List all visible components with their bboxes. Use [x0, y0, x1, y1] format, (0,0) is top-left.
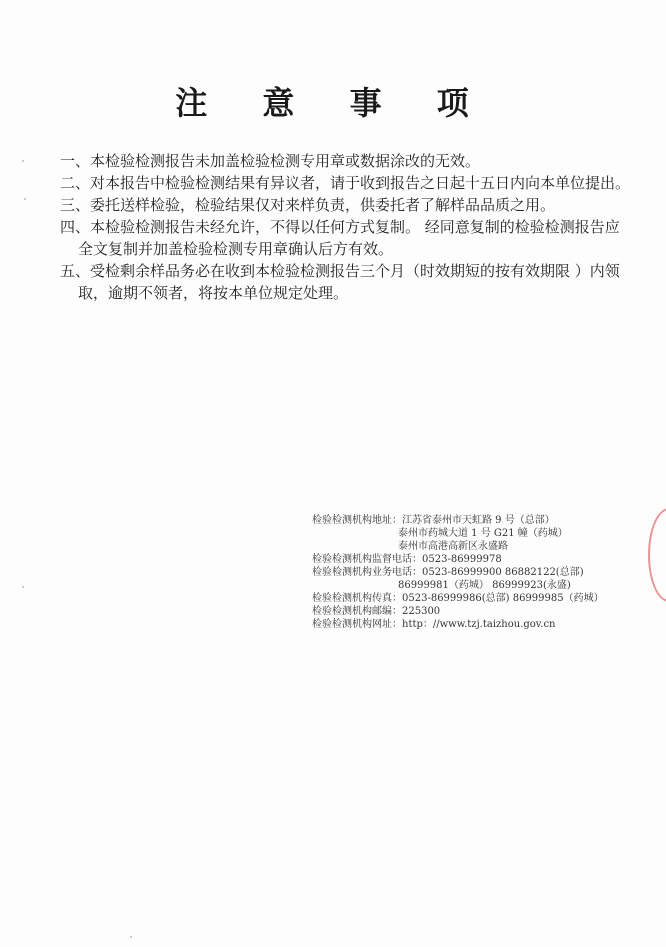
- postcode-label: 检验检测机构邮编：: [312, 606, 402, 617]
- notice-continuation: 全文复制并加盖检验检测专用章确认后方有效。: [78, 240, 394, 258]
- notice-list: [60, 150, 640, 304]
- postcode-row: [312, 605, 612, 618]
- business-phone-1: 0523-86999900 86882122(总部): [422, 567, 584, 578]
- notice-item-1: [60, 150, 640, 172]
- website-row: [312, 618, 612, 631]
- address-3: 泰州市高港高新区永盛路: [398, 541, 508, 552]
- fax-number: 0523-86999986(总部) 86999985（药城）: [402, 593, 604, 604]
- notice-item-3: [60, 194, 640, 216]
- address-1: 江苏省泰州市天虹路 9 号（总部）: [402, 515, 555, 526]
- notice-item-5: [60, 260, 640, 304]
- notice-text: 三、委托送样检验，检验结果仅对来样负责，供委托者了解样品品质之用。: [60, 196, 556, 214]
- address-2: 泰州市药城大道 1 号 G21 幢（药城）: [398, 528, 568, 539]
- postcode: 225300: [402, 606, 441, 617]
- notice-text: 四、本检验检测报告未经允许，不得以任何方式复制。 经同意复制的检验检测报告应: [60, 218, 620, 236]
- website-label: 检验检测机构网址：: [312, 619, 402, 630]
- website-url: http：//www.tzj.taizhou.gov.cn: [402, 619, 556, 630]
- notice-text: 五、受检剩余样品务必在收到本检验检测报告三个月（时效期短的按有效期限 ）内领: [60, 262, 620, 280]
- business-row: [312, 566, 612, 579]
- notice-text: 一、本检验检测报告未加盖检验检测专用章或数据涂改的无效。: [60, 152, 481, 170]
- supervision-label: 检验检测机构监督电话：: [312, 554, 422, 565]
- scan-speck: [22, 160, 24, 162]
- contact-block: [312, 514, 612, 631]
- address-label: 检验检测机构地址：: [312, 515, 402, 526]
- address-row-3: [312, 540, 612, 553]
- notice-item-2: [60, 172, 640, 194]
- business-row-2: [312, 579, 612, 592]
- business-phone-2: 86999981（药城） 86999923(永盛): [398, 580, 571, 591]
- address-row: [312, 514, 612, 527]
- scan-speck: [130, 936, 132, 938]
- scan-speck: [22, 586, 24, 588]
- address-row-2: [312, 527, 612, 540]
- notice-text: 二、对本报告中检验检测结果有异议者，请于收到报告之日起十五日内向本单位提出。: [60, 174, 631, 192]
- supervision-phone: 0523-86999978: [422, 554, 502, 565]
- scan-speck: [24, 198, 26, 200]
- supervision-row: [312, 553, 612, 566]
- notice-item-4: [60, 216, 640, 260]
- notice-continuation: 取，逾期不领者，将按本单位规定处理。: [78, 284, 349, 302]
- seal-stamp-icon: [648, 508, 666, 602]
- page-title: 注 意 事 项: [175, 84, 491, 122]
- fax-row: [312, 592, 612, 605]
- fax-label: 检验检测机构传真：: [312, 593, 402, 604]
- business-label: 检验检测机构业务电话：: [312, 567, 422, 578]
